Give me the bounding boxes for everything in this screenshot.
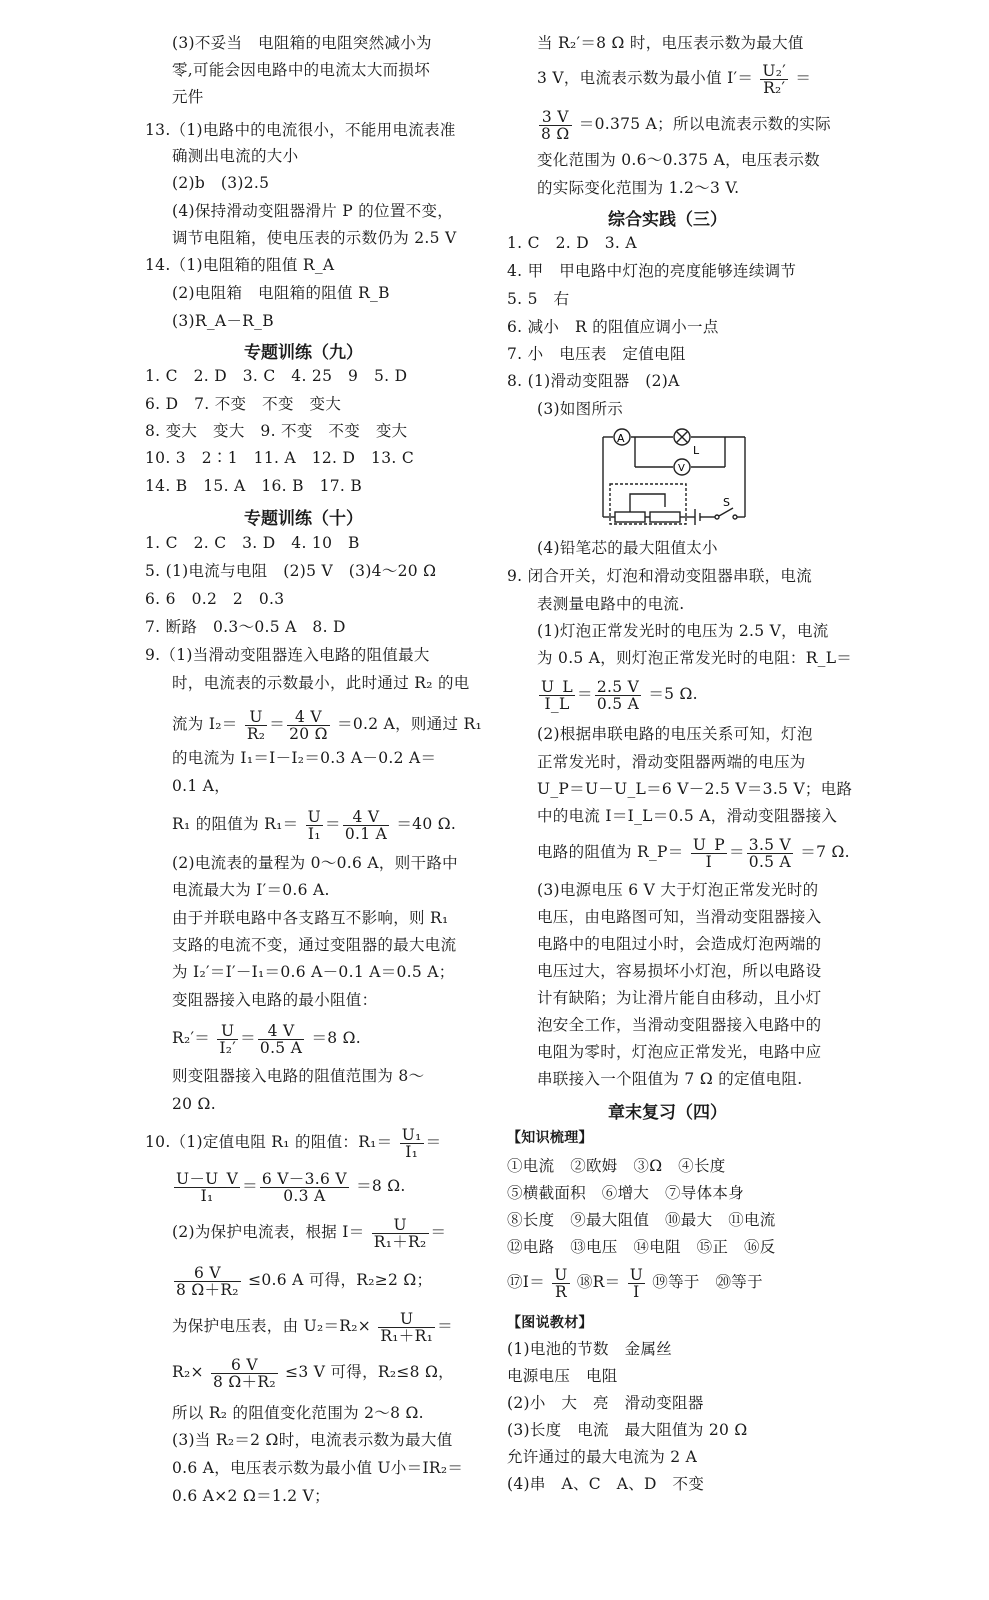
text-span: ＝5 Ω. <box>648 685 698 703</box>
formula-line <box>172 1348 454 1396</box>
fraction <box>400 1127 424 1160</box>
text-line: 支路的电流不变，通过变阻器的最大电流 <box>172 936 457 954</box>
text-line: 电流最大为 I′＝0.6 A. <box>172 881 330 899</box>
text-line: 7. 断路 0.3～0.5 A 8. D <box>145 618 346 636</box>
text-line: 13.（1)电路中的电流很小，不能用电流表准 <box>145 121 456 139</box>
denominator: R₂ <box>246 724 266 743</box>
text-line: 零,可能会因电路中的电流太大而损坏 <box>172 61 431 79</box>
numerator: U₁ <box>401 1125 422 1144</box>
formula-line: 为保护电压表，由 U₂＝R₂× $\frac{U}{\text{R₁＋R₁}}$ ＝ <box>172 1309 453 1345</box>
text-line: (2)小 大 亮 滑动变阻器 <box>507 1394 704 1412</box>
text-line: 串联接入一个阻值为 7 Ω 的定值电阻. <box>537 1070 803 1088</box>
text-line: (1)电池的节数 金属丝 <box>507 1340 673 1358</box>
text-line: 电源电压 电阻 <box>507 1367 618 1385</box>
fraction <box>245 709 267 742</box>
text-line: (3)不妥当 电阻箱的电阻突然减小为 <box>172 34 432 52</box>
text-line: 5. 5 右 <box>507 290 570 308</box>
fraction <box>760 63 788 96</box>
numerator: U_L <box>541 677 574 696</box>
denominator: I₁ <box>307 824 321 843</box>
formula-line <box>537 100 831 148</box>
text-line: 计有缺陷；为让滑片能自由移动，且小灯 <box>537 989 822 1007</box>
numerator: U <box>378 1311 435 1328</box>
text-line: 确测出电流的大小 <box>172 147 299 165</box>
fraction <box>539 679 575 712</box>
text-line: 中的电流 I＝I_L＝0.5 A，滑动变阻器接入 <box>537 807 838 825</box>
text-span: ＝8 Ω. <box>356 1177 406 1195</box>
voltmeter-label: V <box>678 463 685 474</box>
formula-line: R₂′＝ $\frac{U}{\text{I₂′}}$ ＝ $\frac{4 V}{0.5 A}$ ＝8 Ω. <box>172 1021 362 1057</box>
lamp-label: L <box>693 444 700 457</box>
fraction <box>595 679 641 712</box>
text-span: ＝0.375 A；所以电流表示数的实际 <box>578 115 831 133</box>
numerator: U <box>307 807 322 826</box>
numerator: 6 V <box>174 1265 241 1282</box>
text-line: (3)如图所示 <box>537 400 624 418</box>
numerator: 4 V <box>258 1023 304 1040</box>
text-span: 3 V，电流表示数为最小值 I′＝ <box>537 69 754 87</box>
pencil-lead-symbol <box>650 512 680 522</box>
formula-line: (2)为保护电流表，根据 I＝ $\frac{U}{\text{R₁＋R₂}}$ ＝ <box>172 1215 447 1251</box>
formula-line: 电路的阻值为 R_P＝ $\frac{U\_P}{I}$ ＝ $\frac{3.5 V}{0.5 A}$ ＝7 Ω. <box>537 835 850 871</box>
numerator: 4 V <box>343 809 389 826</box>
text-span: ⑱R＝ <box>576 1273 621 1291</box>
text-line: (4)铅笔芯的最大阻值太小 <box>537 539 718 557</box>
denominator: R₁＋R₁ <box>380 1326 434 1345</box>
text-line: 由于并联电路中各支路互不影响，则 R₁ <box>172 909 449 927</box>
text-line: 为 0.5 A，则灯泡正常发光时的电阻：R_L＝ <box>537 649 853 667</box>
denominator: I <box>633 1282 640 1301</box>
text-line: (3)长度 电流 最大阻值为 20 Ω <box>507 1421 748 1439</box>
formula-line: $\frac{U-U\_V}{\text{I₁}}$ ＝ $\frac{6 V-3.6 V}{0.3 A}$ ＝8 Ω. <box>176 1169 406 1205</box>
text-line: 14.（1)电阻箱的阻值 R_A <box>145 256 335 274</box>
denominator: I_L <box>544 694 570 713</box>
text-line: 10. 3 2∶1 11. A 12. D 13. C <box>145 449 414 467</box>
text-span: 流为 I₂＝ <box>172 715 238 733</box>
subsection-label: 【图说教材】 <box>507 1315 593 1331</box>
numerator: U <box>245 709 267 726</box>
text-span: 电路的阻值为 R_P＝ <box>537 843 684 861</box>
text-line: 调节电阻箱，使电压表的示数仍为 2.5 V <box>172 229 457 247</box>
section-heading: 综合实践（三） <box>608 210 727 230</box>
text-span: R₁ 的阻值为 R₁＝ <box>172 815 299 833</box>
numerator: 2.5 V <box>596 677 640 696</box>
text-span: R₂′＝ <box>172 1029 211 1047</box>
text-line: 电阻为零时，灯泡应正常发光，电路中应 <box>537 1043 822 1061</box>
text-line: 6. 减小 R 的阻值应调小一点 <box>507 318 719 336</box>
numerator: U₂′ <box>762 61 787 80</box>
text-line: (3)当 R₂＝2 Ω时，电流表示数为最大值 <box>172 1431 453 1449</box>
fraction <box>691 837 727 870</box>
fraction <box>211 1357 278 1390</box>
section-heading: 章末复习（四） <box>608 1103 727 1123</box>
fraction <box>174 1171 240 1204</box>
denominator: 0.3 A <box>283 1186 326 1205</box>
text-line: 9. 闭合开关，灯泡和滑动变阻器串联，电流 <box>507 567 813 585</box>
formula-line: R₁ 的阻值为 R₁＝ $\frac{U}{\text{I₁}}$ ＝ $\frac{4 V}{0.1 A}$ ＝40 Ω. <box>172 807 457 843</box>
text-span: ⑰I＝ <box>507 1273 546 1291</box>
formula-line <box>537 54 811 102</box>
text-line: 电路中的电阻过小时，会造成灯泡两端的 <box>537 935 822 953</box>
numerator: U <box>554 1265 568 1284</box>
fraction <box>174 1265 241 1298</box>
text-line: 0.1 A， <box>172 777 231 795</box>
text-line: 变化范围为 0.6～0.375 A，电压表示数 <box>537 151 820 169</box>
text-line: 泡安全工作，当滑动变阻器接入电路中的 <box>537 1016 822 1034</box>
fraction <box>287 709 330 742</box>
text-line: 允许通过的最大电流为 2 A <box>507 1448 698 1466</box>
text-line: 20 Ω. <box>172 1095 216 1113</box>
text-line: (2)电阻箱 电阻箱的阻值 R_B <box>172 284 390 302</box>
text-span: ⑲等于 ⑳等于 <box>652 1273 763 1291</box>
switch-label: S <box>723 496 730 509</box>
denominator: 0.5 A <box>748 852 792 871</box>
text-line: (2)b (3)2.5 <box>172 174 270 192</box>
text-span: ＝8 Ω. <box>311 1029 362 1047</box>
denominator: 0.5 A <box>259 1038 303 1057</box>
denominator: I₂′ <box>219 1038 237 1057</box>
text-span: ≤0.6 A 可得，R₂≥2 Ω； <box>248 1271 433 1289</box>
section-heading: 专题训练（十） <box>244 509 363 529</box>
subsection-label: 【知识梳理】 <box>507 1130 593 1146</box>
text-line: 时，电流表的示数最小，此时通过 R₂ 的电 <box>172 674 470 692</box>
text-line: 1. C 2. D 3. C 4. 25 9 5. D <box>145 367 408 385</box>
numerator: U <box>217 1023 238 1040</box>
text-span: 为保护电压表，由 U₂＝R₂× <box>172 1317 372 1335</box>
numerator: 3.5 V <box>748 835 792 854</box>
formula-line: 流为 I₂＝ $\frac{U}{\text{R₂}}$ ＝ $\frac{4 V}{20 \Omega}$ ＝0.2 A，则通过 R₁ <box>172 707 483 743</box>
text-line: ⑫电路 ⑬电压 ⑭电阻 ⑮正 ⑯反 <box>507 1238 776 1256</box>
text-span: 10.（1)定值电阻 R₁ 的阻值：R₁＝ <box>145 1133 393 1151</box>
text-line: 电压过大，容易损坏小灯泡，所以电路设 <box>537 962 822 980</box>
text-line: 8. 变大 变大 9. 不变 不变 变大 <box>145 422 408 440</box>
denominator: 8 Ω <box>541 124 570 143</box>
text-line: 元件 <box>172 88 204 106</box>
denominator: I₁ <box>405 1142 419 1161</box>
text-line: 的实际变化范围为 1.2～3 V. <box>537 179 740 197</box>
text-line: 0.6 A×2 Ω＝1.2 V； <box>172 1487 330 1505</box>
denominator: 8 Ω＋R₂ <box>176 1280 239 1299</box>
formula-line: 10.（1)定值电阻 R₁ 的阻值：R₁＝ $\frac{\text{U₁}}{\text{I₁}}$ ＝ <box>145 1125 442 1161</box>
denominator: R₂′ <box>763 78 786 97</box>
text-span: ＝40 Ω. <box>396 815 457 833</box>
text-line: 1. C 2. D 3. A <box>507 234 637 252</box>
text-line: 7. 小 电压表 定值电阻 <box>507 345 686 363</box>
formula-line <box>507 1258 763 1306</box>
text-line: 0.6 A，电压表示数为最小值 U小＝IR₂＝ <box>172 1459 464 1477</box>
denominator: I₁ <box>200 1186 214 1205</box>
fraction <box>217 1023 238 1056</box>
text-line: 所以 R₂ 的阻值变化范围为 2～8 Ω. <box>172 1404 424 1422</box>
text-line: 电压，由电路图可知，当滑动变阻器接入 <box>537 908 822 926</box>
text-line: 9.（1)当滑动变阻器连入电路的阻值最大 <box>145 646 430 664</box>
section-heading: 专题训练（九） <box>244 343 363 363</box>
numerator: U－U_V <box>176 1169 239 1188</box>
numerator: 6 V <box>211 1357 278 1374</box>
text-line: ⑤横截面积 ⑥增大 ⑦导体本身 <box>507 1184 745 1202</box>
numerator: 4 V <box>287 709 330 726</box>
text-line: 14. B 15. A 16. B 17. B <box>145 477 363 495</box>
numerator: 3 V <box>539 109 572 126</box>
text-line: 4. 甲 甲电路中灯泡的亮度能够连续调节 <box>507 262 797 280</box>
formula-line <box>172 1256 432 1304</box>
text-span: ＝7 Ω. <box>800 843 850 861</box>
denominator: R <box>554 1282 567 1301</box>
text-line: 6. 6 0.2 2 0.3 <box>145 590 285 608</box>
text-span: ＝0.2 A，则通过 R₁ <box>337 715 483 733</box>
text-line: (1)灯泡正常发光时的电压为 2.5 V，电流 <box>537 622 829 640</box>
text-line: 为 I₂′＝I′－I₁＝0.6 A－0.1 A＝0.5 A； <box>172 963 455 981</box>
fraction <box>628 1267 645 1300</box>
text-span: ≤3 V 可得，R₂≤8 Ω， <box>285 1363 454 1381</box>
text-line: ①电流 ②欧姆 ③Ω ④长度 <box>507 1157 726 1175</box>
text-line: 变阻器接入电路的最小阻值： <box>172 991 378 1009</box>
ammeter-label: A <box>617 432 625 445</box>
text-line: U_P＝U－U_L＝6 V－2.5 V＝3.5 V；电路 <box>537 780 853 798</box>
text-line: 1. C 2. C 3. D 4. 10 B <box>145 534 360 552</box>
fraction <box>258 1023 304 1056</box>
fraction <box>539 109 572 142</box>
text-line: (4)保持滑动变阻器滑片 P 的位置不变， <box>172 202 454 220</box>
text-line: 5. (1)电流与电阻 (2)5 V (3)4～20 Ω <box>145 562 437 580</box>
numerator: U <box>629 1265 644 1284</box>
text-line: 的电流为 I₁＝I－I₂＝0.3 A－0.2 A＝ <box>172 749 437 767</box>
fraction <box>306 809 323 842</box>
formula-line: $\frac{U\_L}{I\_L}$ ＝ $\frac{2.5 V}{0.5 A}$ ＝5 Ω. <box>541 677 698 713</box>
denominator: I <box>705 852 713 871</box>
text-line: (3)电源电压 6 V 大于灯泡正常发光时的 <box>537 881 819 899</box>
text-line: (3)R_A－R_B <box>172 312 274 330</box>
denominator: 0.1 A <box>344 824 388 843</box>
fraction <box>343 809 389 842</box>
denominator: 8 Ω＋R₂ <box>213 1372 276 1391</box>
text-line: ⑧长度 ⑨最大阻值 ⑩最大 ⑪电流 <box>507 1211 776 1229</box>
text-line: (2)根据串联电路的电压关系可知，灯泡 <box>537 725 813 743</box>
text-line: 6. D 7. 不变 不变 变大 <box>145 395 342 413</box>
text-line: 正常发光时，滑动变阻器两端的电压为 <box>537 753 806 771</box>
text-span: ＝ <box>795 69 812 87</box>
fraction <box>747 837 793 870</box>
text-line: 则变阻器接入电路的阻值范围为 8～ <box>172 1067 425 1085</box>
fraction <box>552 1267 569 1300</box>
numerator: 6 V－3.6 V <box>261 1169 347 1188</box>
text-line: 8. (1)滑动变阻器 (2)A <box>507 372 680 390</box>
text-line: 表测量电路中的电流. <box>537 595 685 613</box>
fraction <box>378 1311 435 1344</box>
text-span: R₂× <box>172 1363 204 1381</box>
fraction <box>260 1171 349 1204</box>
resistor-symbol <box>615 512 645 522</box>
circuit-diagram <box>595 422 755 532</box>
numerator: U_P <box>692 835 725 854</box>
denominator: 20 Ω <box>289 724 328 743</box>
text-span: (2)为保护电流表，根据 I＝ <box>172 1223 365 1241</box>
denominator: 0.5 A <box>596 694 640 713</box>
text-line: 当 R₂′＝8 Ω 时，电压表示数为最大值 <box>537 34 804 52</box>
numerator: U <box>372 1217 429 1234</box>
text-line: (4)串 A、C A、D 不变 <box>507 1475 705 1493</box>
fraction <box>372 1217 429 1250</box>
text-line: (2)电流表的量程为 0～0.6 A，则干路中 <box>172 854 458 872</box>
denominator: R₁＋R₂ <box>373 1232 427 1251</box>
